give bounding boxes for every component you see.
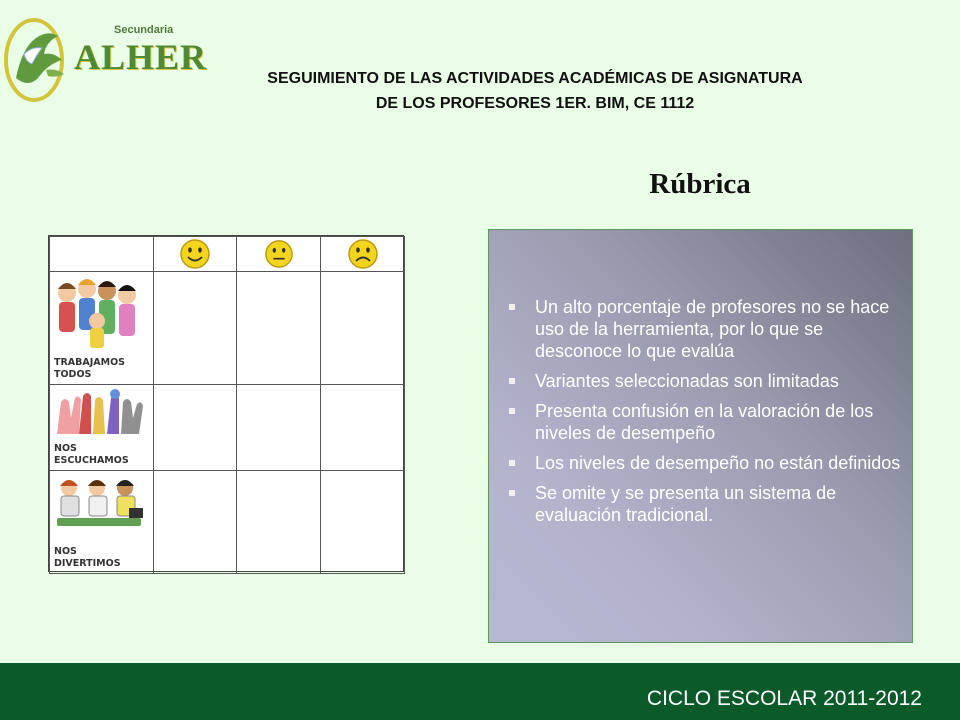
header-sad-cell [321,237,405,272]
findings-panel [488,229,913,643]
list-item: Presenta confusión en la valoración de los niveles de desempeño [489,400,914,444]
bullet-square-icon [509,408,515,414]
rating-cell[interactable] [154,471,237,574]
list-item: Se omite y se presenta un sistema de evaluación tradicional. [489,482,914,526]
row-label-cell [50,272,154,385]
sad-face-icon [347,238,379,270]
school-name-label: ALHER [74,37,208,77]
row-label-escuchamos: NOS ESCUCHAMOS [54,443,129,466]
rubric-table [48,235,404,572]
bullet-square-icon [509,304,515,310]
rating-cell[interactable] [237,272,321,385]
rating-cell[interactable] [154,272,237,385]
findings-list [489,296,914,534]
header-happy-cell [154,237,237,272]
happy-face-icon [179,238,211,270]
bullet-square-icon [509,490,515,496]
rating-cell[interactable] [321,272,405,385]
list-item: Un alto porcentaje de profesores no se hace uso de la herramienta, por lo que se desconoce lo que evalúa [489,296,914,362]
rating-cell[interactable] [321,471,405,574]
rubric-row-trabajamos [50,272,405,385]
row-label-cell [50,471,154,574]
bullet-square-icon [509,378,515,384]
row-label-divertimos: NOS DIVERTIMOS [54,546,121,569]
rubric-row-divertimos [50,471,405,574]
list-item: Variantes seleccionadas son limitadas [489,370,914,392]
children-playing-icon [53,474,145,536]
title-line-2: DE LOS PROFESORES 1ER. BIM, CE 1112 [375,95,695,112]
rubric-heading: Rúbrica [649,168,751,200]
list-item: Los niveles de desempeño no están definidos [489,452,914,474]
row-label-trabajamos: TRABAJAMOS TODOS [54,357,125,380]
bullet-square-icon [509,460,515,466]
row-label-cell [50,385,154,471]
page-title [170,66,900,116]
header-neutral-cell [237,237,321,272]
school-logo [2,8,208,108]
school-type-label: Secundaria [114,24,174,36]
rating-cell[interactable] [237,385,321,471]
children-group-icon [53,275,145,353]
footer-school-year: CICLO ESCOLAR 2011-2012 [646,687,922,710]
neutral-face-icon [264,239,294,269]
rating-cell[interactable] [321,385,405,471]
rating-cell[interactable] [237,471,321,574]
header-empty-cell [50,237,154,272]
rubric-row-escuchamos [50,385,405,471]
title-line-1: SEGUIMIENTO DE LAS ACTIVIDADES ACADÉMICAS DE ASIGNATURA [267,70,803,87]
footer-bar [0,663,960,720]
raised-hands-icon [53,388,145,438]
rating-cell[interactable] [154,385,237,471]
